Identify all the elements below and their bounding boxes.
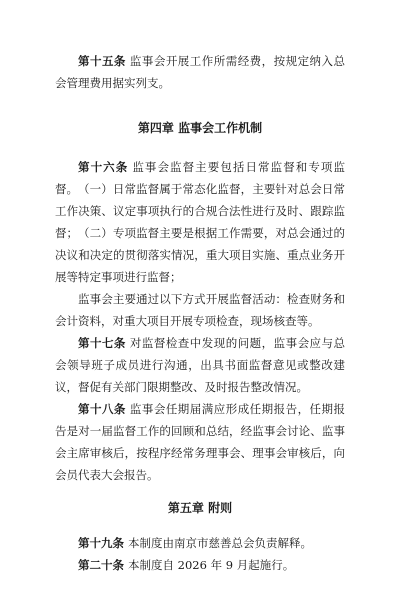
article-17 (55, 332, 345, 398)
article-number: 第十八条 (78, 402, 126, 416)
article-18 (55, 398, 345, 486)
article-16-item-2 (55, 222, 345, 288)
article-20 (55, 554, 345, 576)
article-number: 第十七条 (78, 336, 126, 350)
chapter-4-heading (55, 117, 345, 139)
chapter-5-heading (55, 497, 345, 519)
article-number: 第十九条 (78, 536, 124, 550)
paragraph-text: 监事会主要通过以下方式开展监督活动：检查财务和会计资料，对重大项目开展专项检查，现场核查等。 (55, 292, 345, 328)
article-number: 第十六条 (78, 160, 129, 174)
article-16-methods (55, 288, 345, 332)
article-text: 监事会任期届满应形成任期报告，任期报告是对一届监督工作的回顾和总结，经监事会讨论、监事会主席审核后，按程序经常务理事会、理事会审核后，向会员代表大会报告。 (55, 402, 345, 482)
article-text: 监事会监督主要包括日常监督和专项监督。 (55, 160, 346, 196)
chapter-title: 第四章 监事会工作机制 (137, 121, 263, 135)
article-19 (55, 532, 345, 554)
chapter-title: 第五章 附则 (167, 501, 233, 515)
paragraph-text: （一）日常监督属于常态化监督，主要针对总会日常工作决策、议定事项执行的合规合法性进行及时、跟踪监督； (55, 182, 345, 240)
article-number: 第二十条 (78, 558, 124, 572)
article-number: 第十五条 (78, 54, 126, 68)
article-text: 监事会开展工作所需经费，按规定纳入总会管理费用据实列支。 (55, 54, 345, 90)
article-text: 对监督检查中发现的问题，监事会应与总会领导班子成员进行沟通，出具书面监督意见或整改建议，督促有关部门限期整改、及时报告整改情况。 (55, 336, 345, 394)
paragraph-text: （二）专项监督主要是根据工作需要，对总会通过的决议和决定的贯彻落实情况，重大项目实施、重点业务开展等特定事项进行监督； (55, 226, 345, 284)
article-text: 本制度由南京市慈善总会负责解释。 (128, 536, 312, 550)
article-text: 本制度自 2026 年 9 月起施行。 (128, 558, 295, 572)
article-15 (55, 50, 345, 94)
